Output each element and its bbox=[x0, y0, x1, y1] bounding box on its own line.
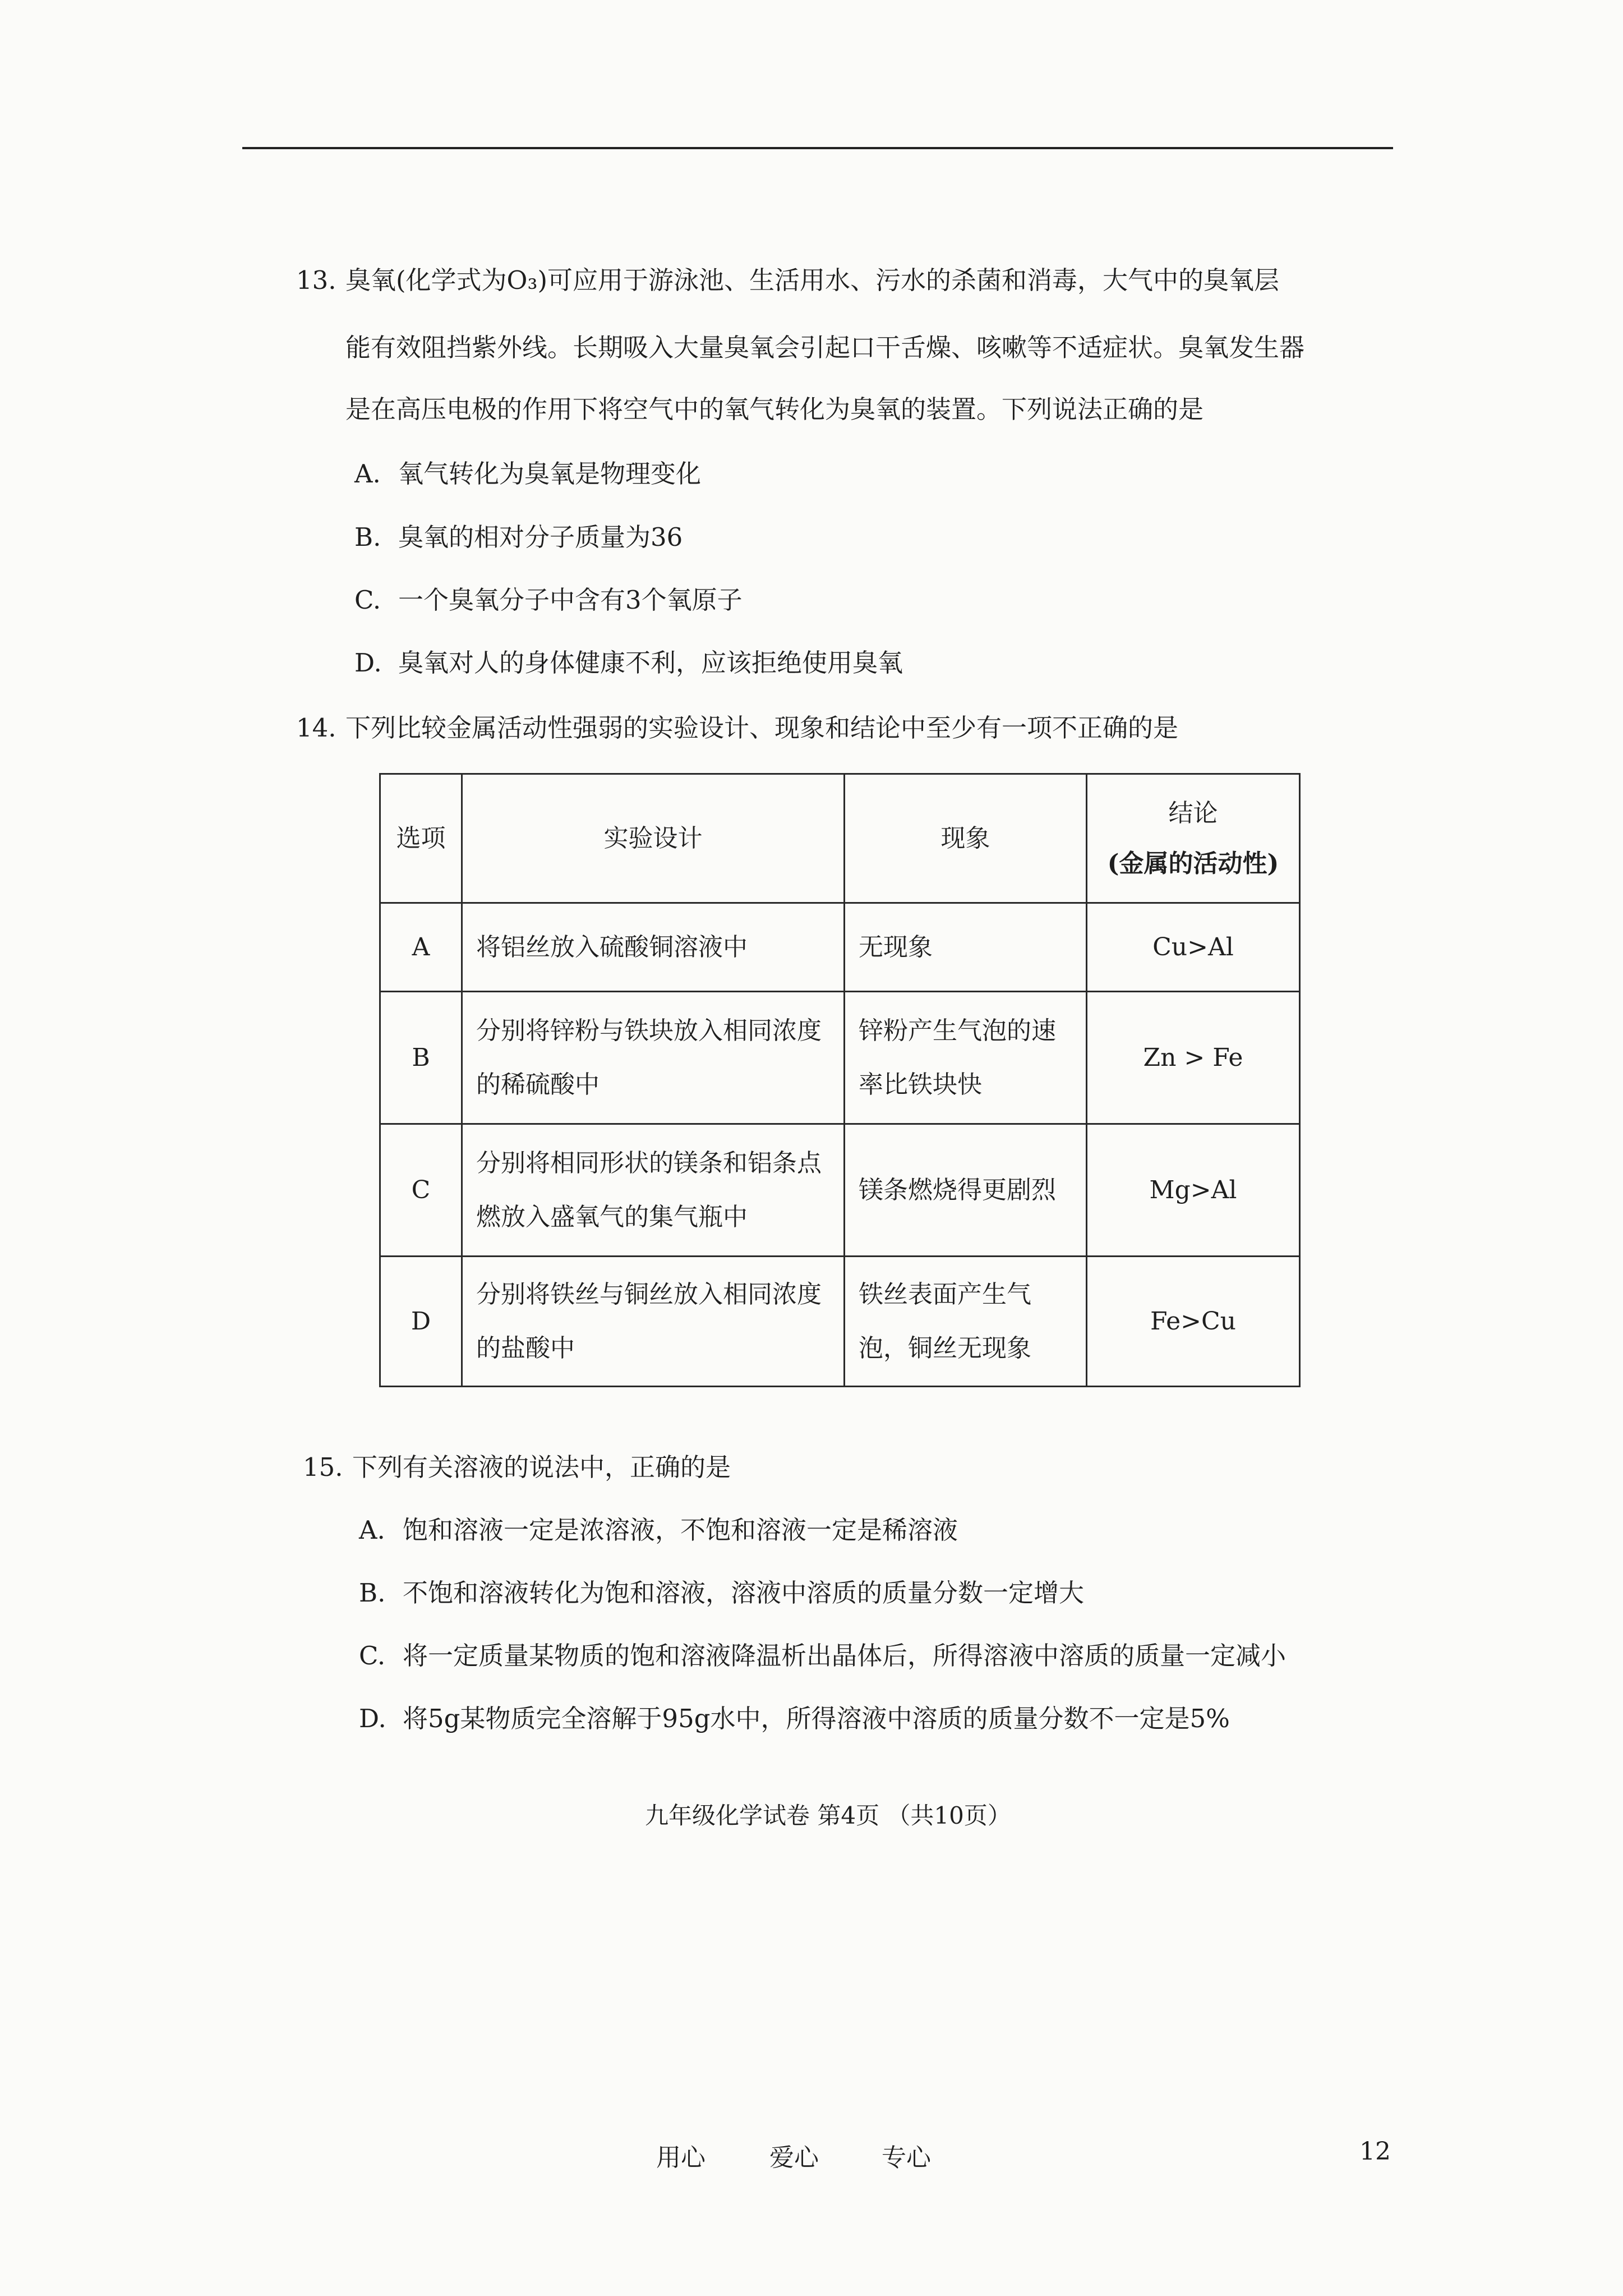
option-letter: B. bbox=[359, 1578, 386, 1608]
option-text: 饱和溶液一定是浓溶液，不饱和溶液一定是稀溶液 bbox=[403, 1515, 958, 1545]
q15-option-d bbox=[359, 1702, 1230, 1736]
row-conclusion: Mg>Al bbox=[1087, 1124, 1300, 1257]
page-number: 12 bbox=[1359, 2137, 1391, 2166]
option-text: 将一定质量某物质的饱和溶液降温析出晶体后，所得溶液中溶质的质量一定减小 bbox=[403, 1641, 1287, 1671]
row-phenomenon: 锌粉产生气泡的速率比铁块快 bbox=[845, 992, 1087, 1124]
q15-line bbox=[303, 1451, 731, 1484]
q13-line-3: 是在高压电极的作用下将空气中的氧气转化为臭氧的装置。下列说法正确的是 bbox=[345, 394, 1204, 424]
row-option: B bbox=[380, 992, 462, 1124]
row-conclusion: Zn > Fe bbox=[1087, 992, 1300, 1124]
option-letter: A. bbox=[354, 459, 381, 489]
option-text: 一个臭氧分子中含有3个氧原子 bbox=[398, 585, 743, 615]
row-phenomenon: 镁条燃烧得更剧烈 bbox=[845, 1124, 1087, 1257]
q13-option-d bbox=[354, 646, 903, 680]
row-design: 分别将相同形状的镁条和铝条点燃放入盛氧气的集气瓶中 bbox=[462, 1124, 845, 1257]
q14-number: 14. bbox=[296, 713, 336, 743]
q14-line bbox=[296, 711, 1178, 745]
exam-page-footer: 九年级化学试卷 第4页 （共10页） bbox=[645, 1802, 1011, 1829]
option-letter: A. bbox=[359, 1515, 385, 1545]
option-letter: C. bbox=[354, 585, 381, 615]
header-conclusion-line-1: 结论 bbox=[1168, 798, 1218, 827]
option-text: 臭氧的相对分子质量为36 bbox=[398, 522, 683, 552]
q14-text: 下列比较金属活动性强弱的实验设计、现象和结论中至少有一项不正确的是 bbox=[345, 713, 1179, 743]
option-text: 不饱和溶液转化为饱和溶液，溶液中溶质的质量分数一定增大 bbox=[403, 1578, 1085, 1608]
header-conclusion-line-2: (金属的活动性) bbox=[1107, 849, 1279, 878]
row-conclusion: Cu>Al bbox=[1087, 903, 1300, 992]
row-phenomenon: 铁丝表面产生气泡，铜丝无现象 bbox=[845, 1257, 1087, 1387]
row-option: D bbox=[380, 1257, 462, 1387]
option-text: 臭氧对人的身体健康不利，应该拒绝使用臭氧 bbox=[398, 648, 903, 678]
q15-text: 下列有关溶液的说法中，正确的是 bbox=[352, 1452, 731, 1482]
q15-option-b bbox=[359, 1576, 1084, 1610]
row-option: C bbox=[380, 1124, 462, 1257]
option-letter: D. bbox=[354, 648, 382, 678]
table-row bbox=[380, 1124, 1300, 1257]
option-letter: B. bbox=[354, 522, 381, 552]
row-design: 分别将锌粉与铁块放入相同浓度的稀硫酸中 bbox=[462, 992, 845, 1124]
q13-option-b bbox=[354, 521, 683, 554]
q15-option-a bbox=[359, 1513, 958, 1547]
header-conclusion bbox=[1087, 774, 1300, 903]
header-option: 选项 bbox=[380, 774, 462, 903]
row-design: 将铝丝放入硫酸铜溶液中 bbox=[462, 903, 845, 992]
row-design: 分别将铁丝与铜丝放入相同浓度的盐酸中 bbox=[462, 1257, 845, 1387]
q13-option-c bbox=[354, 583, 743, 617]
bottom-word-2: 爱心 bbox=[769, 2143, 819, 2172]
row-conclusion: Fe>Cu bbox=[1087, 1257, 1300, 1387]
row-option: A bbox=[380, 903, 462, 992]
q15-option-c bbox=[359, 1639, 1286, 1673]
header-rule bbox=[242, 147, 1393, 149]
table-row bbox=[380, 1257, 1300, 1387]
option-text: 将5g某物质完全溶解于95g水中，所得溶液中溶质的质量分数不一定是5% bbox=[403, 1704, 1230, 1733]
q13-number: 13. bbox=[296, 265, 336, 295]
table-row bbox=[380, 992, 1300, 1124]
table-row bbox=[380, 903, 1300, 992]
option-letter: C. bbox=[359, 1641, 386, 1671]
row-phenomenon: 无现象 bbox=[845, 903, 1087, 992]
header-design: 实验设计 bbox=[462, 774, 845, 903]
bottom-word-1: 用心 bbox=[656, 2143, 706, 2172]
option-text: 氧气转化为臭氧是物理变化 bbox=[398, 459, 702, 489]
option-letter: D. bbox=[359, 1704, 386, 1733]
header-phenomenon: 现象 bbox=[845, 774, 1087, 903]
q13-text-1: 臭氧(化学式为O₃)可应用于游泳池、生活用水、污水的杀菌和消毒，大气中的臭氧层 bbox=[345, 265, 1280, 295]
q13-line-1 bbox=[296, 264, 1279, 297]
experiment-table bbox=[379, 773, 1301, 1387]
q15-number: 15. bbox=[303, 1452, 343, 1482]
q13-option-a bbox=[354, 457, 701, 491]
table-header-row bbox=[380, 774, 1300, 903]
q13-line-2: 能有效阻挡紫外线。长期吸入大量臭氧会引起口干舌燥、咳嗽等不适症状。臭氧发生器 bbox=[345, 333, 1305, 362]
bottom-word-3: 专心 bbox=[882, 2143, 931, 2172]
